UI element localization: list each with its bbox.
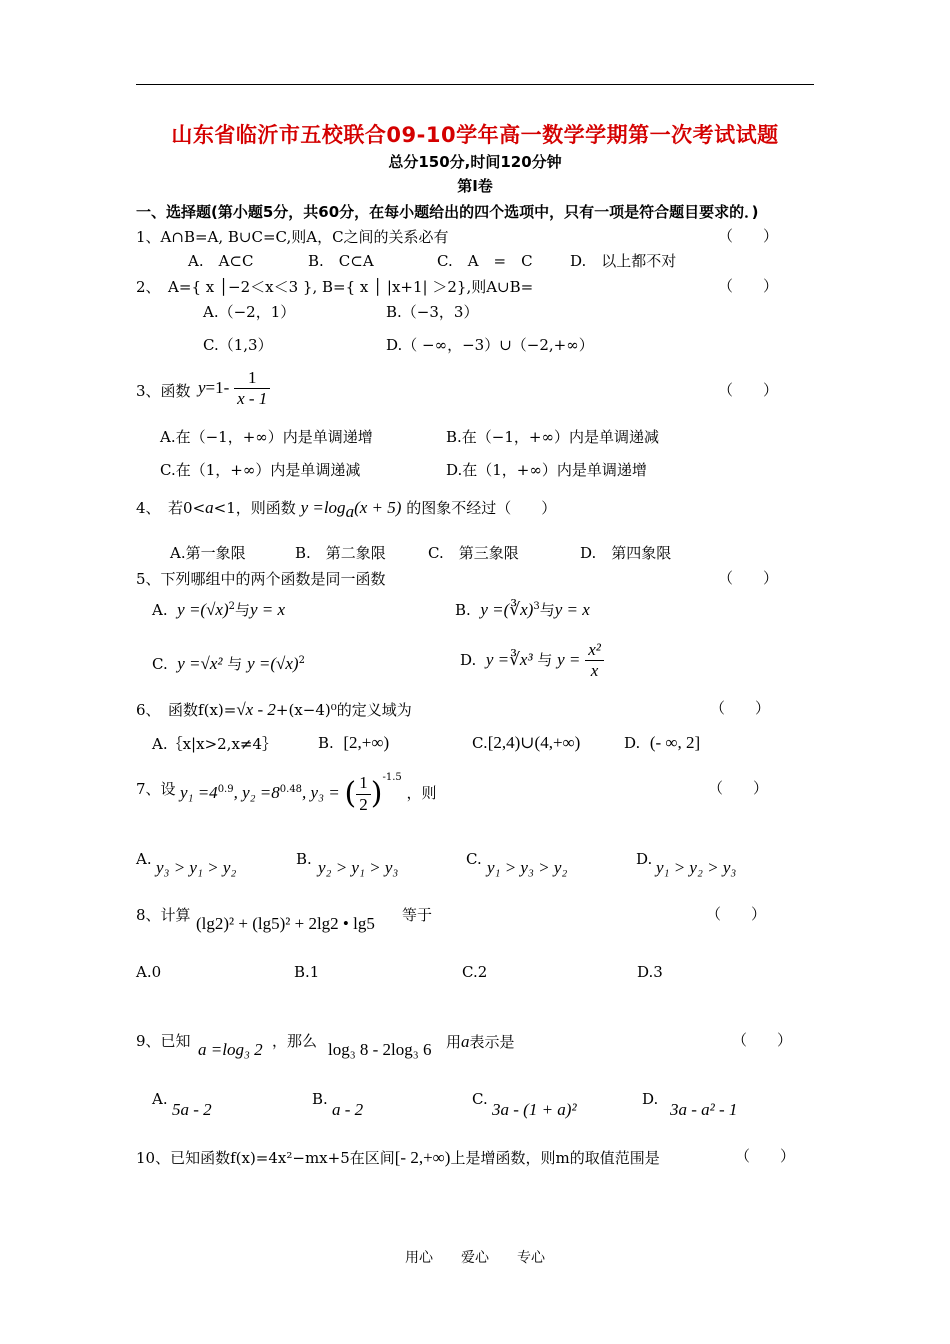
q7-option-d-label: D. <box>636 850 653 868</box>
page-footer: 用心 爱心 专心 <box>405 1250 545 1266</box>
q2-option-d: D.（ −∞，−3）∪（−2,+∞） <box>386 336 594 354</box>
q7-option-a: y₃ > y₁ > y₂ <box>156 858 237 877</box>
q9-formula-log: log₃ 8 - 2log₃ 6 <box>328 1040 432 1059</box>
answer-paren: （ ） <box>718 229 779 245</box>
q2-option-c: C.（1,3） <box>203 336 273 354</box>
score-time: 总分150分,时间120分钟 <box>388 153 562 171</box>
q9-option-b: a - 2 <box>332 1100 364 1119</box>
volume-label: 第Ⅰ卷 <box>457 177 493 195</box>
q8-stem-post: 等于 <box>402 906 433 924</box>
question-7-stem: 7、设 <box>136 780 176 798</box>
question-5-stem: 5、下列哪组中的两个函数是同一函数 <box>136 570 386 588</box>
q7-option-c: y₁ > y₃ > y₂ <box>487 858 568 877</box>
q2-option-b: B.（−3，3） <box>386 303 479 321</box>
q7-option-a-label: A. <box>136 850 152 868</box>
header-rule <box>136 84 814 85</box>
q4-option-c: C. 第三象限 <box>428 544 519 562</box>
q1-option-c: C. A = C <box>437 252 533 270</box>
q5-option-a: A. $y =(√x)^2$与y = x <box>152 600 286 619</box>
q9-option-b-label: B. <box>312 1090 328 1108</box>
q8-option-d: D.3 <box>637 963 663 981</box>
q6-option-a: A.｛x|x>2,x≠4｝ <box>152 735 278 753</box>
answer-paren: （ ） <box>718 279 779 295</box>
q3-option-d: D.在（1，+∞）内是单调递增 <box>446 461 647 479</box>
q6-option-d: D. (- ∞, 2] <box>624 733 701 752</box>
question-4-stem: 4、 若0<a<1，则函数 $y =\log_a(x + 5)$ 的图象不经过（ ） <box>136 498 557 521</box>
q9-option-d-label: D. <box>642 1090 659 1108</box>
q3-formula: y=1- $\frac{1}{x - 1}$ <box>198 368 270 410</box>
answer-paren: （ ） <box>735 1149 796 1165</box>
q9-option-a: 5a - 2 <box>172 1100 212 1119</box>
q2-option-a: A.（−2，1） <box>203 303 296 321</box>
q3-option-a: A.在（−1，+∞）内是单调递增 <box>160 428 373 446</box>
q6-option-b: B. [2,+∞) <box>318 733 390 752</box>
question-9-stem: 9、已知 <box>136 1032 191 1050</box>
page-title: 山东省临沂市五校联合09-10学年高一数学学期第一次考试试题 <box>171 123 779 147</box>
q8-formula: (lg2)² + (lg5)² + 2lg2 • lg5 <box>196 914 375 933</box>
q7-formula: $y_1 =4^{0.9}$, $y_2 =8^{0.48}$, y₃ = ( $\frac{1}{2}$ )$^{-1.5}$ ，则 <box>180 772 437 814</box>
q9-formula-a: a =log₃ 2 <box>198 1040 263 1059</box>
question-2-stem: 2、 A={ x │−2＜x＜3 }, B={ x │ |x+1| ＞2},则A∪B= <box>136 278 534 296</box>
question-10-stem: 10、已知函数f(x)=4x²−mx+5在区间[- 2,+∞)上是增函数，则m的取值范围是 <box>136 1148 660 1167</box>
q5-option-b: B. y =(∛x)$^3$与y = x <box>455 600 590 619</box>
q4-option-d: D. 第四象限 <box>580 544 672 562</box>
q3-option-b: B.在（−1，+∞）内是单调递减 <box>446 428 659 446</box>
q5-option-d: D. y =∛x³ 与 y = $\frac{\text{x²}}{x}$ <box>460 640 604 682</box>
q5-option-c: C. y =√x² 与 $y =(√x)^2$ <box>152 654 305 673</box>
q7-option-b-label: B. <box>296 850 312 868</box>
q9-mid: ，那么 <box>272 1032 318 1050</box>
q4-option-a: A.第一象限 <box>170 544 246 562</box>
section-heading: 一、选择题(第小题5分，共60分，在每小题给出的四个选项中，只有一项是符合题目要求的．) <box>136 203 759 221</box>
answer-paren: （ ） <box>710 701 771 717</box>
answer-paren: （ ） <box>718 383 779 399</box>
q9-option-c-label: C. <box>472 1090 488 1108</box>
q7-option-c-label: C. <box>466 850 482 868</box>
q4-option-b: B. 第二象限 <box>295 544 386 562</box>
q8-option-c: C.2 <box>462 963 488 981</box>
question-3-stem: 3、函数 <box>136 382 191 400</box>
q9-use: 用a表示是 <box>446 1032 515 1051</box>
q8-option-a: A.0 <box>136 963 162 981</box>
q9-option-c: 3a - (1 + a)² <box>492 1100 577 1119</box>
answer-paren: （ ） <box>708 781 769 797</box>
q1-option-d: D. 以上都不对 <box>570 252 677 270</box>
q1-option-a: A. A⊂C <box>188 252 254 270</box>
answer-paren: （ ） <box>732 1033 793 1049</box>
question-1-stem: 1、A∩B=A, B∪C=C,则A，C之间的关系必有 <box>136 228 449 246</box>
q9-option-a-label: A. <box>152 1090 168 1108</box>
q8-option-b: B.1 <box>294 963 320 981</box>
answer-paren: （ ） <box>718 571 779 587</box>
q6-option-c: C.[2,4)∪(4,+∞) <box>472 733 581 752</box>
q9-option-d: 3a - a² - 1 <box>670 1100 738 1119</box>
answer-paren: （ ） <box>706 907 767 923</box>
q3-option-c: C.在（1，+∞）内是单调递减 <box>160 461 361 479</box>
question-8-stem: 8、计算 <box>136 906 191 924</box>
question-6-stem: 6、 函数f(x)=√x - 2+(x−4)⁰的定义域为 <box>136 700 412 719</box>
q7-option-d: y₁ > y₂ > y₃ <box>656 858 737 877</box>
q7-option-b: y₂ > y₁ > y₃ <box>318 858 399 877</box>
q1-option-b: B. C⊂A <box>308 252 374 270</box>
